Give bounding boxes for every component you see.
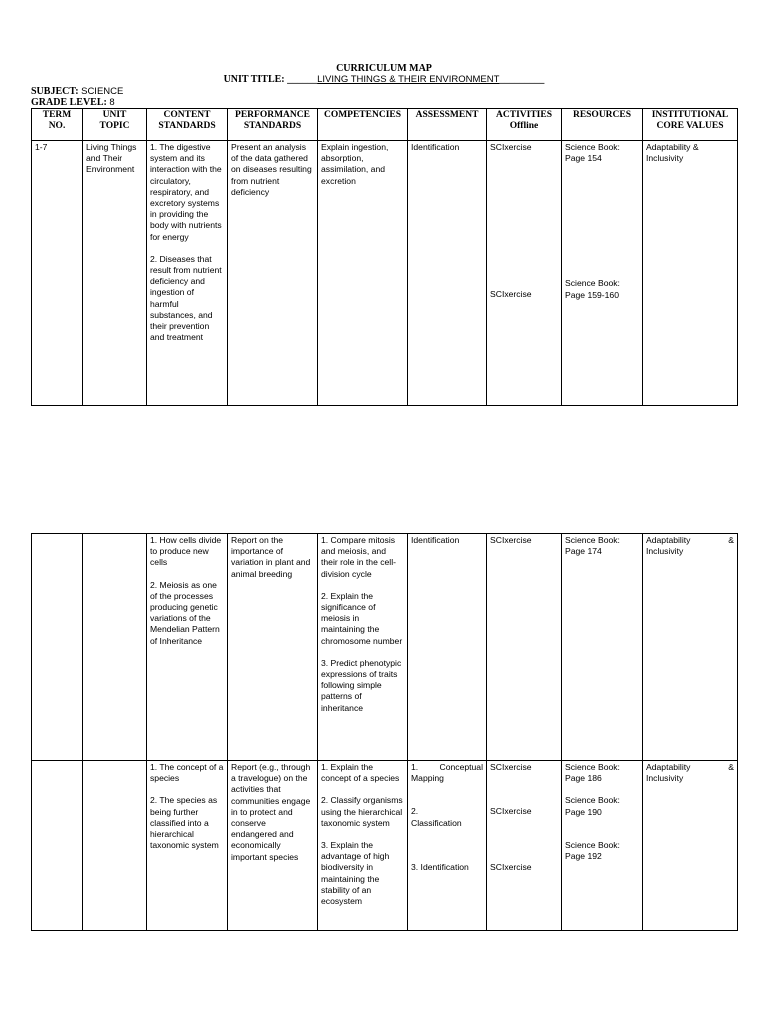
content-standard-item: 2. The species as being further classified into a hierarchical taxonomic system (150, 795, 219, 851)
unit-title-trail: _________ (499, 74, 545, 85)
assessment-text: 3. Identification (411, 861, 469, 872)
assessment-text: Conceptual (439, 762, 483, 772)
activities-cell (487, 141, 562, 406)
competencies-cell: Explain ingestion, absorption, assimilation, and excretion (318, 141, 408, 406)
assessment-text: 1. (411, 762, 419, 772)
activity-item: SCIxercise (490, 142, 532, 152)
col-header-topic: UNIT TOPIC (83, 109, 147, 141)
content-standard-item: 1. The digestive system and its interaction with the circulatory, respiratory, and excretory systems in providing the body with nutrients for energy (150, 142, 222, 242)
col-header-core-values: INSTITUTIONAL CORE VALUES (643, 109, 738, 141)
competency-item: 3. Predict phenotypic expressions of traits following simple patterns of inheritance (321, 657, 402, 713)
core-values-cell: Adaptability & Inclusivity (643, 141, 738, 406)
content-standard-item: 1. How cells divide to produce new cells (150, 535, 222, 568)
activity-item: SCIxercise (490, 806, 532, 817)
content-standard-item: 2. Diseases that result from nutrient deficiency and ingestion of harmful substances, and their prevention and treatment (150, 253, 222, 343)
topic-cell (83, 761, 147, 931)
core-values-cell (643, 534, 738, 761)
header-row (32, 109, 738, 141)
competencies-cell (318, 761, 408, 931)
activity-item: SCIxercise (490, 762, 532, 772)
content-standards-cell (147, 141, 228, 406)
grade-value: 8 (109, 97, 115, 108)
content-standards-cell (147, 534, 228, 761)
resource-item: Science Book: Page 154 (565, 142, 620, 164)
competencies-cell (318, 534, 408, 761)
competency-item: 1. Explain the concept of a species (321, 762, 400, 784)
competency-item: 2. Classify organisms using the hierarchical taxonomic system (321, 795, 403, 828)
competency-item: 3. Explain the advantage of high biodiversity in maintaining the stability of an ecosystem (321, 840, 390, 907)
activity-item: SCIxercise (490, 289, 532, 300)
assessment-cell (408, 761, 487, 931)
term-cell (32, 761, 83, 931)
col-header-performance: PERFORMANCE STANDARDS (228, 109, 318, 141)
core-values-cell (643, 761, 738, 931)
subject-line (31, 86, 123, 97)
unit-title (0, 74, 768, 85)
activities-cell (487, 761, 562, 931)
grade-line (31, 97, 115, 108)
performance-standards-cell: Present an analysis of the data gathered on diseases resulting from nutrient deficiency (228, 141, 318, 406)
resource-item: Science Book: Page 159-160 (565, 278, 620, 300)
competency-item: 2. Explain the significance of meiosis in maintaining the chromosome number (321, 590, 403, 646)
assessment-text: Mapping (411, 773, 444, 784)
topic-cell (83, 534, 147, 761)
activities-cell: SCIxercise (487, 534, 562, 761)
core-value-text: & (728, 535, 734, 545)
col-header-resources: RESOURCES (562, 109, 643, 141)
core-value-text: Inclusivity (646, 546, 684, 557)
performance-standards-cell: Report on the importance of variation in plant and animal breeding (228, 534, 318, 761)
content-standards-cell (147, 761, 228, 931)
table-row (32, 534, 738, 761)
resource-item: Science Book: Page 186 (565, 762, 620, 784)
core-value-text: & (728, 762, 734, 772)
resources-cell: Science Book: Page 174 (562, 534, 643, 761)
unit-title-label: UNIT TITLE: ______ (223, 74, 318, 85)
col-header-content: CONTENT STANDARDS (147, 109, 228, 141)
col-header-term: TERM NO. (32, 109, 83, 141)
col-header-competencies: COMPETENCIES (318, 109, 408, 141)
term-cell (32, 534, 83, 761)
core-value-text: Inclusivity (646, 773, 684, 784)
curriculum-table-2 (31, 533, 738, 931)
activity-item: SCIxercise (490, 862, 532, 873)
unit-title-value: LIVING THINGS & THEIR ENVIRONMENT (317, 74, 500, 85)
resource-item: Science Book: Page 192 (565, 839, 620, 862)
table-row (32, 141, 738, 406)
competency-item: 1. Compare mitosis and meiosis, and their role in the cell-division cycle (321, 535, 396, 579)
assessment-text: Classification (411, 817, 462, 828)
resources-cell (562, 761, 643, 931)
assessment-text: 2. (411, 806, 419, 817)
resource-item: Science Book: Page 190 (565, 795, 620, 817)
subject-label: SUBJECT: (31, 86, 79, 97)
col-header-assessment: ASSESSMENT (408, 109, 487, 141)
table-row (32, 761, 738, 931)
core-value-text: Adaptability (646, 762, 691, 772)
subject-value: SCIENCE (81, 86, 124, 97)
core-value-text: Adaptability (646, 535, 691, 545)
curriculum-table-1 (31, 108, 738, 406)
content-standard-item: 1. The concept of a species (150, 762, 224, 784)
performance-standards-cell: Report (e.g., through a travelogue) on the activities that communities engage in to protect and conserve endangered and economically important species (228, 761, 318, 931)
term-cell: 1-7 (32, 141, 83, 406)
content-standard-item: 2. Meiosis as one of the processes producing genetic variations of the Mendelian Pattern of Inheritance (150, 579, 220, 646)
topic-cell: Living Things and Their Environment (83, 141, 147, 406)
resources-cell (562, 141, 643, 406)
assessment-cell: Identification (408, 141, 487, 406)
col-header-activities: ACTIVITIES Offline (487, 109, 562, 141)
assessment-cell: Identification (408, 534, 487, 761)
grade-label: GRADE LEVEL: (31, 97, 107, 108)
page-title: CURRICULUM MAP (336, 63, 432, 74)
